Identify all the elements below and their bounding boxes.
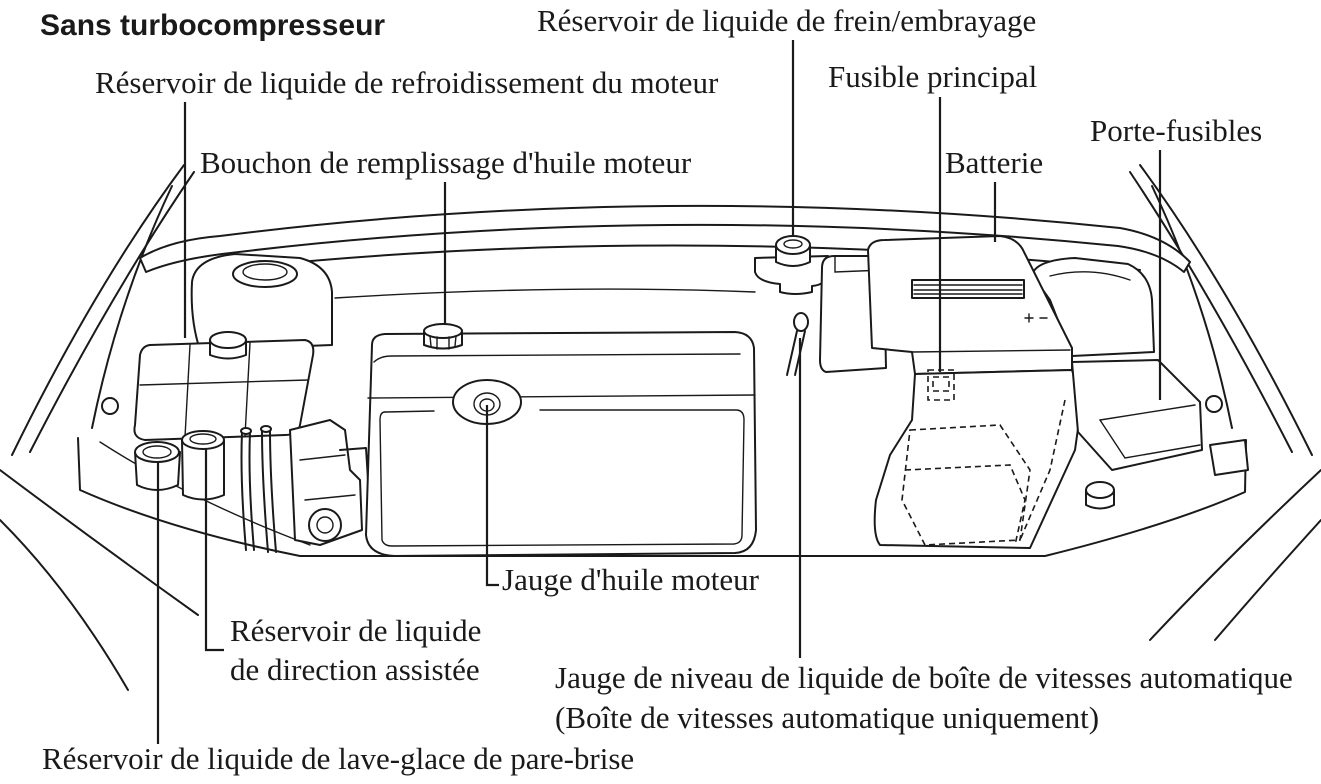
battery-vent <box>912 280 1024 298</box>
fuse-block-body <box>1072 360 1202 470</box>
atf-dipstick-tube <box>787 331 805 375</box>
left-front-fender-outer-curve <box>0 520 128 690</box>
pulley <box>309 509 341 541</box>
coolant-reservoir-cap <box>210 332 246 348</box>
hose <box>250 432 255 550</box>
atf-dipstick <box>787 313 808 375</box>
hose <box>242 432 247 550</box>
washer-fluid-cap <box>135 442 179 462</box>
engine-cover-body <box>366 332 756 556</box>
coolant-overflow-top <box>233 261 297 287</box>
label-fuse-block: Porte-fusibles <box>1090 113 1263 148</box>
hose <box>270 430 276 552</box>
right-front-bracket <box>1210 440 1248 475</box>
label-main-fuse: Fusible principal <box>828 59 1038 94</box>
left-front-fender-curve <box>0 470 198 615</box>
air-filter-housing <box>875 370 1082 548</box>
bolt <box>1086 482 1114 498</box>
hose-end <box>261 426 271 432</box>
hoses <box>241 426 276 552</box>
brake-reservoir-cap <box>776 236 810 254</box>
bolt <box>1206 396 1222 412</box>
atf-dipstick-handle <box>794 313 808 331</box>
label-power-steering-line1: Réservoir de liquide <box>230 613 482 648</box>
bulkhead-line <box>335 289 755 298</box>
engine-cover <box>366 332 756 556</box>
coolant-reservoir <box>134 332 313 440</box>
hose-end <box>241 428 251 434</box>
engine-accessory <box>290 420 368 545</box>
hose <box>262 430 268 552</box>
label-washer-reservoir: Réservoir de liquide de lave-glace de pare-brise <box>42 741 635 776</box>
bolt <box>102 398 118 414</box>
label-atf-dipstick-line2: (Boîte de vitesses automatique uniquement) <box>555 700 1100 735</box>
engine-cover-panel-edge <box>385 411 434 412</box>
air-filter-housing-body <box>875 370 1082 548</box>
label-oil-dipstick: Jauge d'huile moteur <box>502 562 759 597</box>
label-oil-filler-cap: Bouchon de remplissage d'huile moteur <box>200 145 692 180</box>
label-brake-clutch-reservoir: Réservoir de liquide de frein/embrayage <box>537 3 1037 38</box>
battery <box>868 236 1072 374</box>
right-front-fender-outer-curve <box>1215 520 1321 640</box>
diagram-title: Sans turbocompresseur <box>40 9 386 42</box>
battery-body <box>868 236 1072 374</box>
label-power-steering-line2: de direction assistée <box>230 652 480 687</box>
fuse-block <box>1072 360 1202 470</box>
power-steering-reservoir <box>182 431 224 500</box>
label-atf-dipstick-line1: Jauge de niveau de liquide de boîte de vitesses automatique <box>555 660 1293 695</box>
oil-filler-cap <box>424 324 462 349</box>
label-battery: Batterie <box>945 145 1044 180</box>
label-coolant-reservoir: Réservoir de liquide de refroidissement du moteur <box>95 65 719 100</box>
